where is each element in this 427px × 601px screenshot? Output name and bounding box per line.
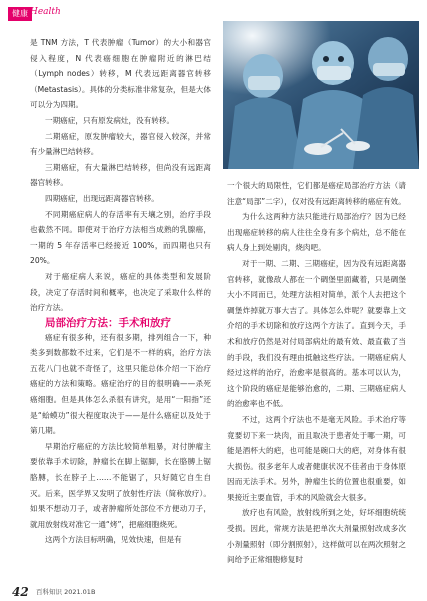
paragraph: 一个很大的局限性，它们都是癌症局部治疗方法（请注意“局部”二字），仅对没有远距离转移的癌症有效。 <box>227 181 406 206</box>
paragraph: 不同期癌症病人的存活率有天壤之别，治疗手段也截然不同。即使对于治疗方法相当成熟的乳腺癌，一期的 5 年存活率已经接近 100%，而四期也只有 20%。 <box>30 209 211 266</box>
page-number: 42 <box>12 585 29 599</box>
paragraph: 是 TNM 方法，T 代表肿瘤（Tumor）的大小和器官侵入程度，N 代表癌细胞在肿瘤附近的淋巴结（Lymph nodes）转移，M 代表远距离器官转移（Metastasis）。具体的分类标准非常复杂，但是大体可以分为四期。 <box>30 38 211 110</box>
right-column <box>227 178 406 568</box>
section-title: Health <box>30 7 61 17</box>
page-footer <box>0 585 427 601</box>
surgery-photo-image <box>223 21 419 169</box>
publication-info: 百科知识 2021.01B <box>36 588 96 596</box>
paragraph: 癌症有很多种，还有很多期，排列组合一下，种类多到数都数不过来，它们是不一样的病，治疗方法五花八门也就不奇怪了，这里只能总体介绍一下治疗癌症的方法和策略。癌症治疗的目的很明确——杀死癌细胞。但是具体怎么杀很有讲究，是用“一阳指”还是“蛤蟆功”很大程度取决于——是什么癌症以及处于第几期。 <box>30 332 211 436</box>
paragraph: 为什么这两种方法只能进行局部治疗？因为已经出现癌症转移的病人往往全身有多个病灶，总不能在病人身上到处剔肉，烧肉吧。 <box>227 212 406 253</box>
paragraph: 二期癌症，原发肿瘤较大，器官侵入较深，并常有少量淋巴结转移。 <box>30 131 211 157</box>
section-badge: 健康 <box>8 7 32 21</box>
surgery-photo <box>223 21 419 169</box>
paragraph: 对于癌症病人来说，癌症的具体类型和发展阶段，决定了存活时间和概率，也决定了采取什么样的治疗方法。 <box>30 271 211 313</box>
paragraph: 不过，这两个疗法也不是毫无风险。手术治疗等竟要切下来一块肉，而且取决于患者处于哪一期，可能是酒杯大的疤，也可能是碗口大的疤，对身体有很大损伤。很多老年人或者健康状况不佳者由于身体原因而无法手术。另外，肿瘤生长的位置也很重要，如果接近主要血管，手术的风险就会大很多。 <box>227 414 406 502</box>
paragraph: 这两个方法目标明确，见效快速，但是有 <box>45 535 182 545</box>
section-heading: 局部治疗方法：手术和放疗 <box>45 316 171 329</box>
paragraph: 四期癌症，出现远距离器官转移。 <box>45 193 159 203</box>
left-column <box>30 35 211 548</box>
paragraph: 对于一期、二期、三期癌症，因为没有远距离器官转移，就像敌人都在一个碉堡里面藏着，只是碉堡大小不同而已，处理方法相对简单，派个人去把这个碉堡炸掉就万事大吉了。具体怎么炸呢？就要靠上文介绍的手术切除和放疗这两个方法了。直到今天，手术和放疗仍然是对付局部病灶的最有效、最直截了当的手段，我们没有理由抵触这些疗法。一期癌症病人经过这样的治疗，治愈率是很高的。基本可以认为，这个阶段的癌症是能够治愈的，二期、三期癌症病人的治愈率也不低。 <box>227 258 406 409</box>
paragraph: 放疗也有风险，放射线所到之处，好坏细胞统统受损。因此，常规方法是把单次大剂量照射改成多次小剂量照射（即分割照射），这样做可以在两次照射之间给予正常细胞修复时 <box>227 508 406 565</box>
paragraph: 早期治疗癌症的方法比较简单粗暴，对付肿瘤主要依靠手术切除，肿瘤长在脚上锯脚，长在胳膊上锯胳膊，长在脖子上……不能锯了，只好随它自生自灭。后来，医学界又发明了放射性疗法（简称放疗）。如果不想动刀子，或者肿瘤所处部位不方便动刀子，就用放射线对准它一通“烤”，把癌细胞烧死。 <box>30 441 211 529</box>
paragraph: 三期癌症，有大量淋巴结转移，但尚没有远距离器官转移。 <box>30 162 211 188</box>
paragraph: 一期癌症，只有原发病灶，没有转移。 <box>45 115 175 125</box>
